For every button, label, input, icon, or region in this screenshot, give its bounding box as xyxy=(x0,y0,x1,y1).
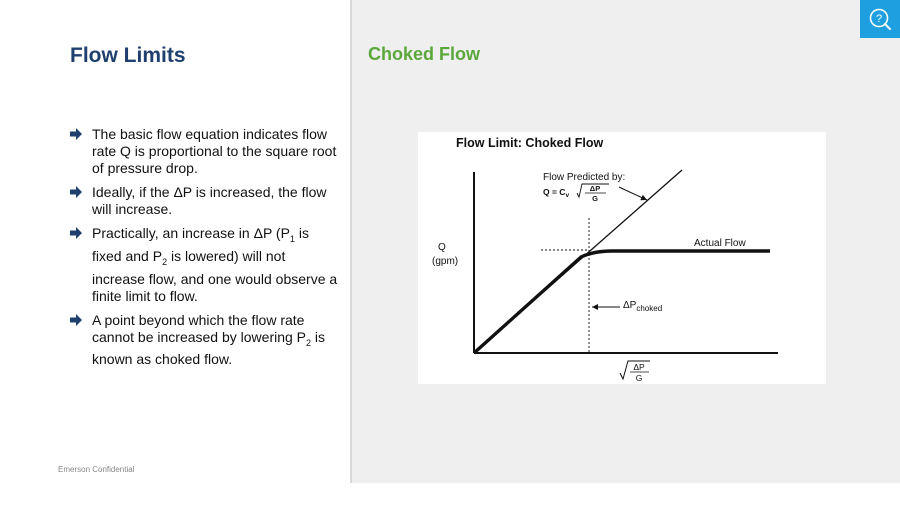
choked-flow-diagram xyxy=(418,132,826,384)
x-frac-denominator: G xyxy=(635,373,643,383)
actual-flow-label: Actual Flow xyxy=(694,238,746,249)
choked-label: $\Delta P_{choked}$ xyxy=(623,300,663,313)
footer-confidential: Emerson Confidential xyxy=(58,465,135,474)
diagram-svg xyxy=(418,132,826,384)
arrow-right-icon xyxy=(70,226,82,240)
svg-text:?: ? xyxy=(875,13,883,25)
page-title: Flow Limits xyxy=(70,44,186,67)
bullet-text: Practically, an increase in ΔP ($P_1$ is fixed and $P_2$ is lowered) will not increase flow, and one would observe a finite limit to flow. xyxy=(92,225,338,304)
diagram-title: Flow Limit: Choked Flow xyxy=(456,136,604,150)
y-axis-label-q: Q xyxy=(438,242,446,253)
predicted-equation: $Q = C_v$ xyxy=(543,187,570,199)
actual-flow-curve xyxy=(474,251,770,353)
predicted-arrow xyxy=(619,187,647,200)
bullet-item xyxy=(70,225,340,305)
predicted-label: Flow Predicted by: xyxy=(543,172,626,183)
arrow-right-icon xyxy=(70,313,82,327)
bullet-item xyxy=(70,312,340,369)
arrow-right-icon xyxy=(70,127,82,141)
bullet-text: The basic flow equation indicates flow rate Q is proportional to the square root of pressure drop. xyxy=(92,126,337,176)
bullet-list xyxy=(70,126,340,375)
bottom-band xyxy=(0,483,900,505)
arrow-right-icon xyxy=(70,185,82,199)
bullet-item xyxy=(70,184,340,218)
section-title: Choked Flow xyxy=(368,44,480,64)
y-axis-label-unit: (gpm) xyxy=(432,256,459,267)
bullet-text: A point beyond which the flow rate cannot be increased by lowering $P_2$ is known as choked flow. xyxy=(92,311,326,368)
frac-denominator: G xyxy=(592,194,598,203)
x-frac-numerator: ΔP xyxy=(633,362,645,372)
bullet-text: Ideally, if the ΔP is increased, the flow will increase. xyxy=(92,184,327,217)
bullet-item xyxy=(70,126,340,177)
help-search-icon xyxy=(867,6,893,32)
frac-numerator: ΔP xyxy=(589,184,601,193)
help-button[interactable] xyxy=(860,0,900,38)
